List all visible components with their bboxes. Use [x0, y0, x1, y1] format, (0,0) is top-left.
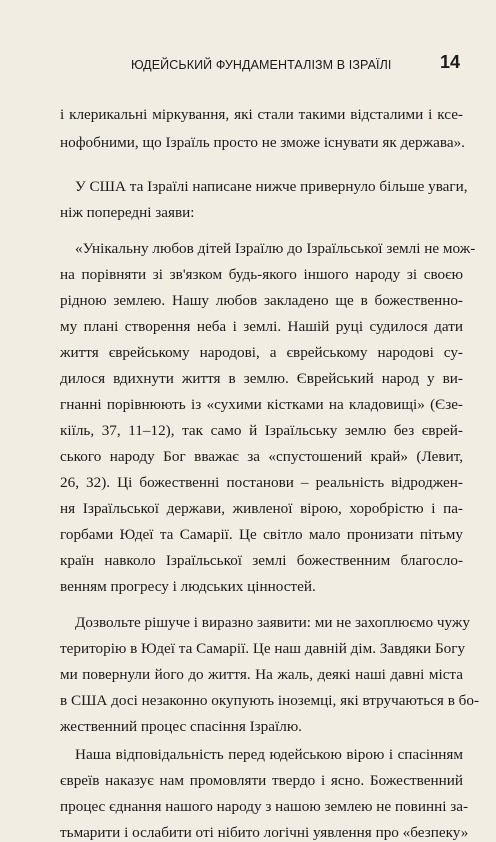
text-line: рідною землею. Нашу любов закладено ще в божественно-	[60, 292, 463, 309]
text-line: гнанні порівнюють із «сухими кістками на кладовищі» (Єзе-	[60, 396, 463, 413]
text-line: дилося вдихнути життя в землю. Єврейський народ у ви-	[60, 370, 463, 387]
text-line: ми повернули його до життя. На жаль, деякі наші давні міста	[60, 666, 463, 683]
text-line: нофобними, що Ізраїль просто не зможе існувати як держава».	[60, 134, 465, 151]
text-line: венням прогресу і людських цінностей.	[60, 578, 316, 595]
text-line: ського народу Бог вважає за «спустошений край» (Левит,	[60, 448, 463, 465]
paragraph-first-line: Дозвольте рішуче і виразно заявити: ми не захоплюємо чужу	[75, 614, 471, 631]
running-title: ЮДЕЙСЬКИЙ ФУНДАМЕНТАЛІЗМ В ІЗРАЇЛІ	[131, 58, 392, 72]
text-line: країн навколо Ізраїльської землі божественним благосло-	[60, 552, 463, 569]
text-line: 26, 32). Ці божественні постанови – реальність відроджен-	[60, 474, 463, 491]
text-line: тьмарити і ослабити оті нібито логічні уявлення про «безпеку»	[60, 824, 469, 841]
text-line: на порівняти зі зв'язком будь-якого іншого народу зі своєю	[60, 266, 463, 283]
paragraph-first-line: Наша відповідальність перед юдейською вірою і спасінням	[75, 746, 463, 763]
text-line: горбами Юдеї та Самарії. Це світло мало пронизати пітьму	[60, 526, 463, 543]
page-number: 14	[440, 52, 461, 72]
text-line: життя єврейському народові, а єврейському народові су-	[60, 344, 463, 361]
text-line: ніж попередні заяви:	[60, 204, 195, 221]
text-line: жественний процес спасіння Ізраїлю.	[60, 718, 302, 735]
text-line: і клерикальні міркування, які стали такими відсталими і ксе-	[60, 106, 463, 123]
paragraph-first-line: У США та Ізраїлі написане нижче привернуло більше уваги,	[75, 178, 468, 195]
text-line: євреїв наказує нам промовляти твердо і ясно. Божественний	[60, 772, 463, 789]
text-line: територію в Юдеї та Самарії. Це наш давній дім. Завдяки Богу	[60, 640, 466, 657]
text-line: ня Ізраїльської держави, живленої вірою, хоробрістю і па-	[60, 500, 463, 517]
text-line: процес єднання нашого народу з нашою землею не повинні за-	[60, 798, 469, 815]
text-line: в США досі незаконно окупують іноземці, які втручаються в бо-	[60, 692, 480, 709]
page-header	[0, 52, 496, 76]
text-line: му плані створення неба і землі. Нашій руці судилося дати	[60, 318, 463, 335]
quote-first-line: «Унікальну любов дітей Ізраїлю до Ізраїльської землі не мож-	[75, 240, 476, 257]
text-line: кіїль, 37, 11–12), так само й Ізраїльську землю без єврей-	[60, 422, 463, 439]
